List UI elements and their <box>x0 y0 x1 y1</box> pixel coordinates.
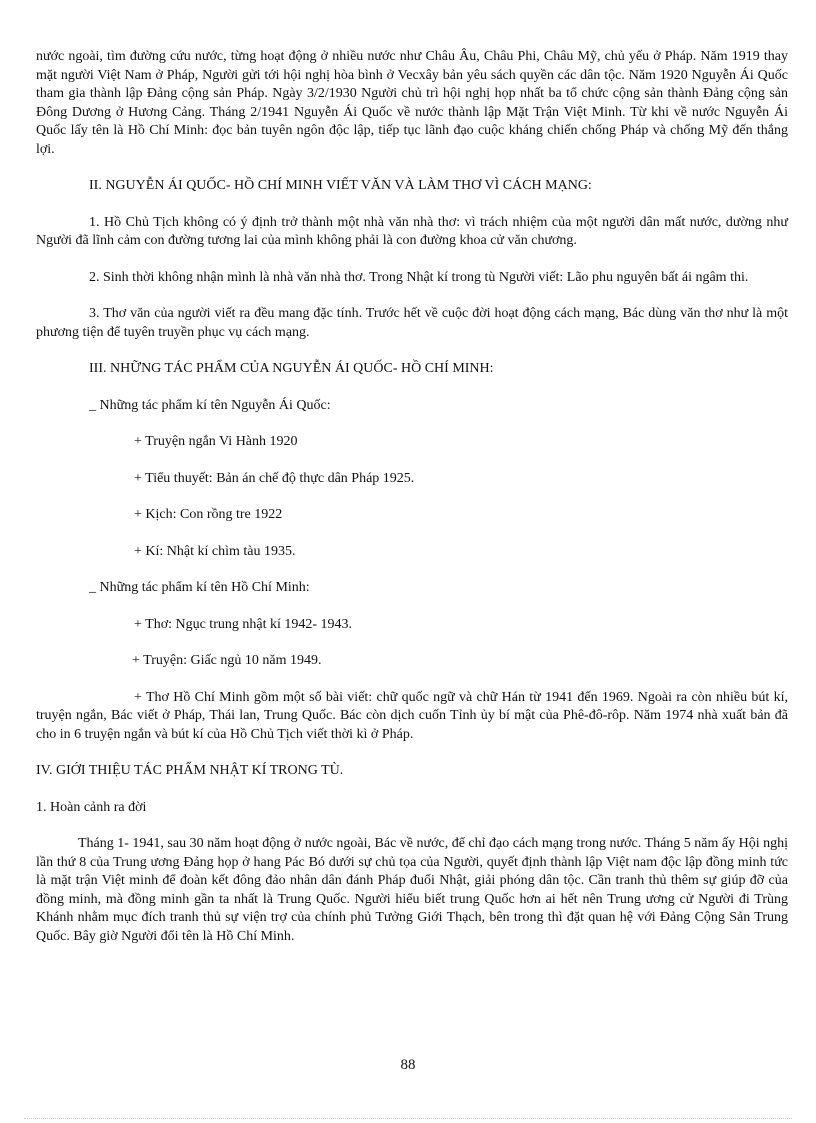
group-1-item: + Kí: Nhật kí chìm tàu 1935. <box>134 543 296 559</box>
section-2-point-1: 1. Hồ Chủ Tịch không có ý định trở thành một nhà văn nhà thơ: vì trách nhiệm của một người dân mất nước, dường như Người đã lĩnh cảm con đường tương lai của mình không phải là con đường khoa cử văn chương. <box>36 214 788 248</box>
section-2-point-2: 2. Sinh thời không nhận mình là nhà văn nhà thơ. Trong Nhật kí trong tù Người viết: Lão phu nguyên bất ái ngâm thi. <box>89 269 749 285</box>
group-1-item: + Truyện ngắn Vi Hành 1920 <box>134 434 298 449</box>
group-2-item: + Truyện: Giấc ngủ 10 năm 1949. <box>132 653 322 668</box>
section-4-subheading: 1. Hoàn cảnh ra đời <box>36 799 147 815</box>
section-4-paragraph: Tháng 1- 1941, sau 30 năm hoạt động ở nước ngoài, Bác về nước, để chỉ đạo cách mạng trong nước. Tháng 5 năm ấy Hội nghị lần thứ 8 của Trung ương Đảng họp ở hang Pác Bó dưới sự chủ tọa của Người, quyết định thành lập Việt nam độc lập đồng minh tức là mặt trận Việt minh để đoàn kết đông đảo nhân dân đánh Pháp đuổi Nhật, giải phóng dân tộc. Cần tranh thủ thêm sự giúp đỡ của đồng minh, mà đồng minh gần ta nhất là Trung Quốc. Người hiểu biết trung Quốc hơn ai hết nên Trung ương cử Người đi Trùng Khánh nhằm mục đích tranh thủ sự viện trợ của chính phủ Tưởng Giới Thạch, bên trong thì đặt quan hệ với Đảng Cộng Sản Trung Quốc. Bây giờ Người đổi tên là Hồ Chí Minh. <box>36 836 788 944</box>
group-2-label: _ Những tác phẩm kí tên Hồ Chí Minh: <box>89 580 310 595</box>
section-4-heading: IV. GIỚI THIỆU TÁC PHẨM NHẬT KÍ TRONG TÙ. <box>36 763 344 778</box>
page-bottom-divider <box>24 1118 792 1119</box>
page-number: 88 <box>400 1057 416 1073</box>
section-2-heading: II. NGUYỄN ÁI QUỐC- HỒ CHÍ MINH VIẾT VĂN VÀ LÀM THƠ VÌ CÁCH MẠNG: <box>89 178 592 193</box>
group-2-long-item: + Thơ Hồ Chí Minh gồm một số bài viết: chữ quốc ngữ và chữ Hán từ 1941 đến 1969. Ngoài ra còn nhiều bút kí, truyện ngắn, Bác viết ở Pháp, Thái lan, Trung Quốc. Bác còn dịch cuốn Tỉnh ủy bí mật của Phê-đô-rôp. Năm 1974 nhà xuất bản đã cho in 6 truyện ngắn và bút kí của Hồ Chủ Tịch viết thời kì ở Pháp. <box>36 689 788 742</box>
group-1-item: + Tiểu thuyết: Bản án chế độ thực dân Pháp 1925. <box>134 470 415 486</box>
group-2-item: + Thơ: Ngục trung nhật kí 1942- 1943. <box>134 616 353 632</box>
document-page <box>36 48 788 946</box>
group-1-item: + Kịch: Con rồng tre 1922 <box>134 507 283 522</box>
intro-paragraph: nước ngoài, tìm đường cứu nước, từng hoạt động ở nhiều nước như Châu Âu, Châu Phi, Châu Mỹ, chủ yếu ở Pháp. Năm 1919 thay mặt người Việt Nam ở Pháp, Người gửi tới hội nghị hòa bình ở Vecxây bản yêu sách quyền các dân tộc. Năm 1920 Nguyễn Ái Quốc tham gia thành lập Đảng cộng sản Pháp. Ngày 3/2/1930 Người chủ trì hội nghị họp nhất ba tổ chức cộng sản thành Đảng cộng sản Đông Dương ở Hương Cảng. Tháng 2/1941 Nguyễn Ái Quốc về nước thành lập Mặt Trận Việt Minh. Từ khi về nước Nguyễn Ái Quốc lấy tên là Hồ Chí Minh: đọc bản tuyên ngôn độc lập, tiếp tục lãnh đạo cuộc kháng chiến chống Pháp và chống Mỹ đến thắng lợi. <box>36 49 788 157</box>
section-2-point-3: 3. Thơ văn của người viết ra đều mang đặc tính. Trước hết về cuộc đời hoạt động cách mạng, Bác dùng văn thơ như là một phương tiện để tuyên truyền phục vụ cách mạng. <box>36 306 788 340</box>
section-3-heading: III. NHỮNG TÁC PHẨM CỦA NGUYỄN ÁI QUỐC- HỒ CHÍ MINH: <box>89 361 494 376</box>
group-1-label: _ Những tác phẩm kí tên Nguyễn Ái Quốc: <box>89 397 331 413</box>
